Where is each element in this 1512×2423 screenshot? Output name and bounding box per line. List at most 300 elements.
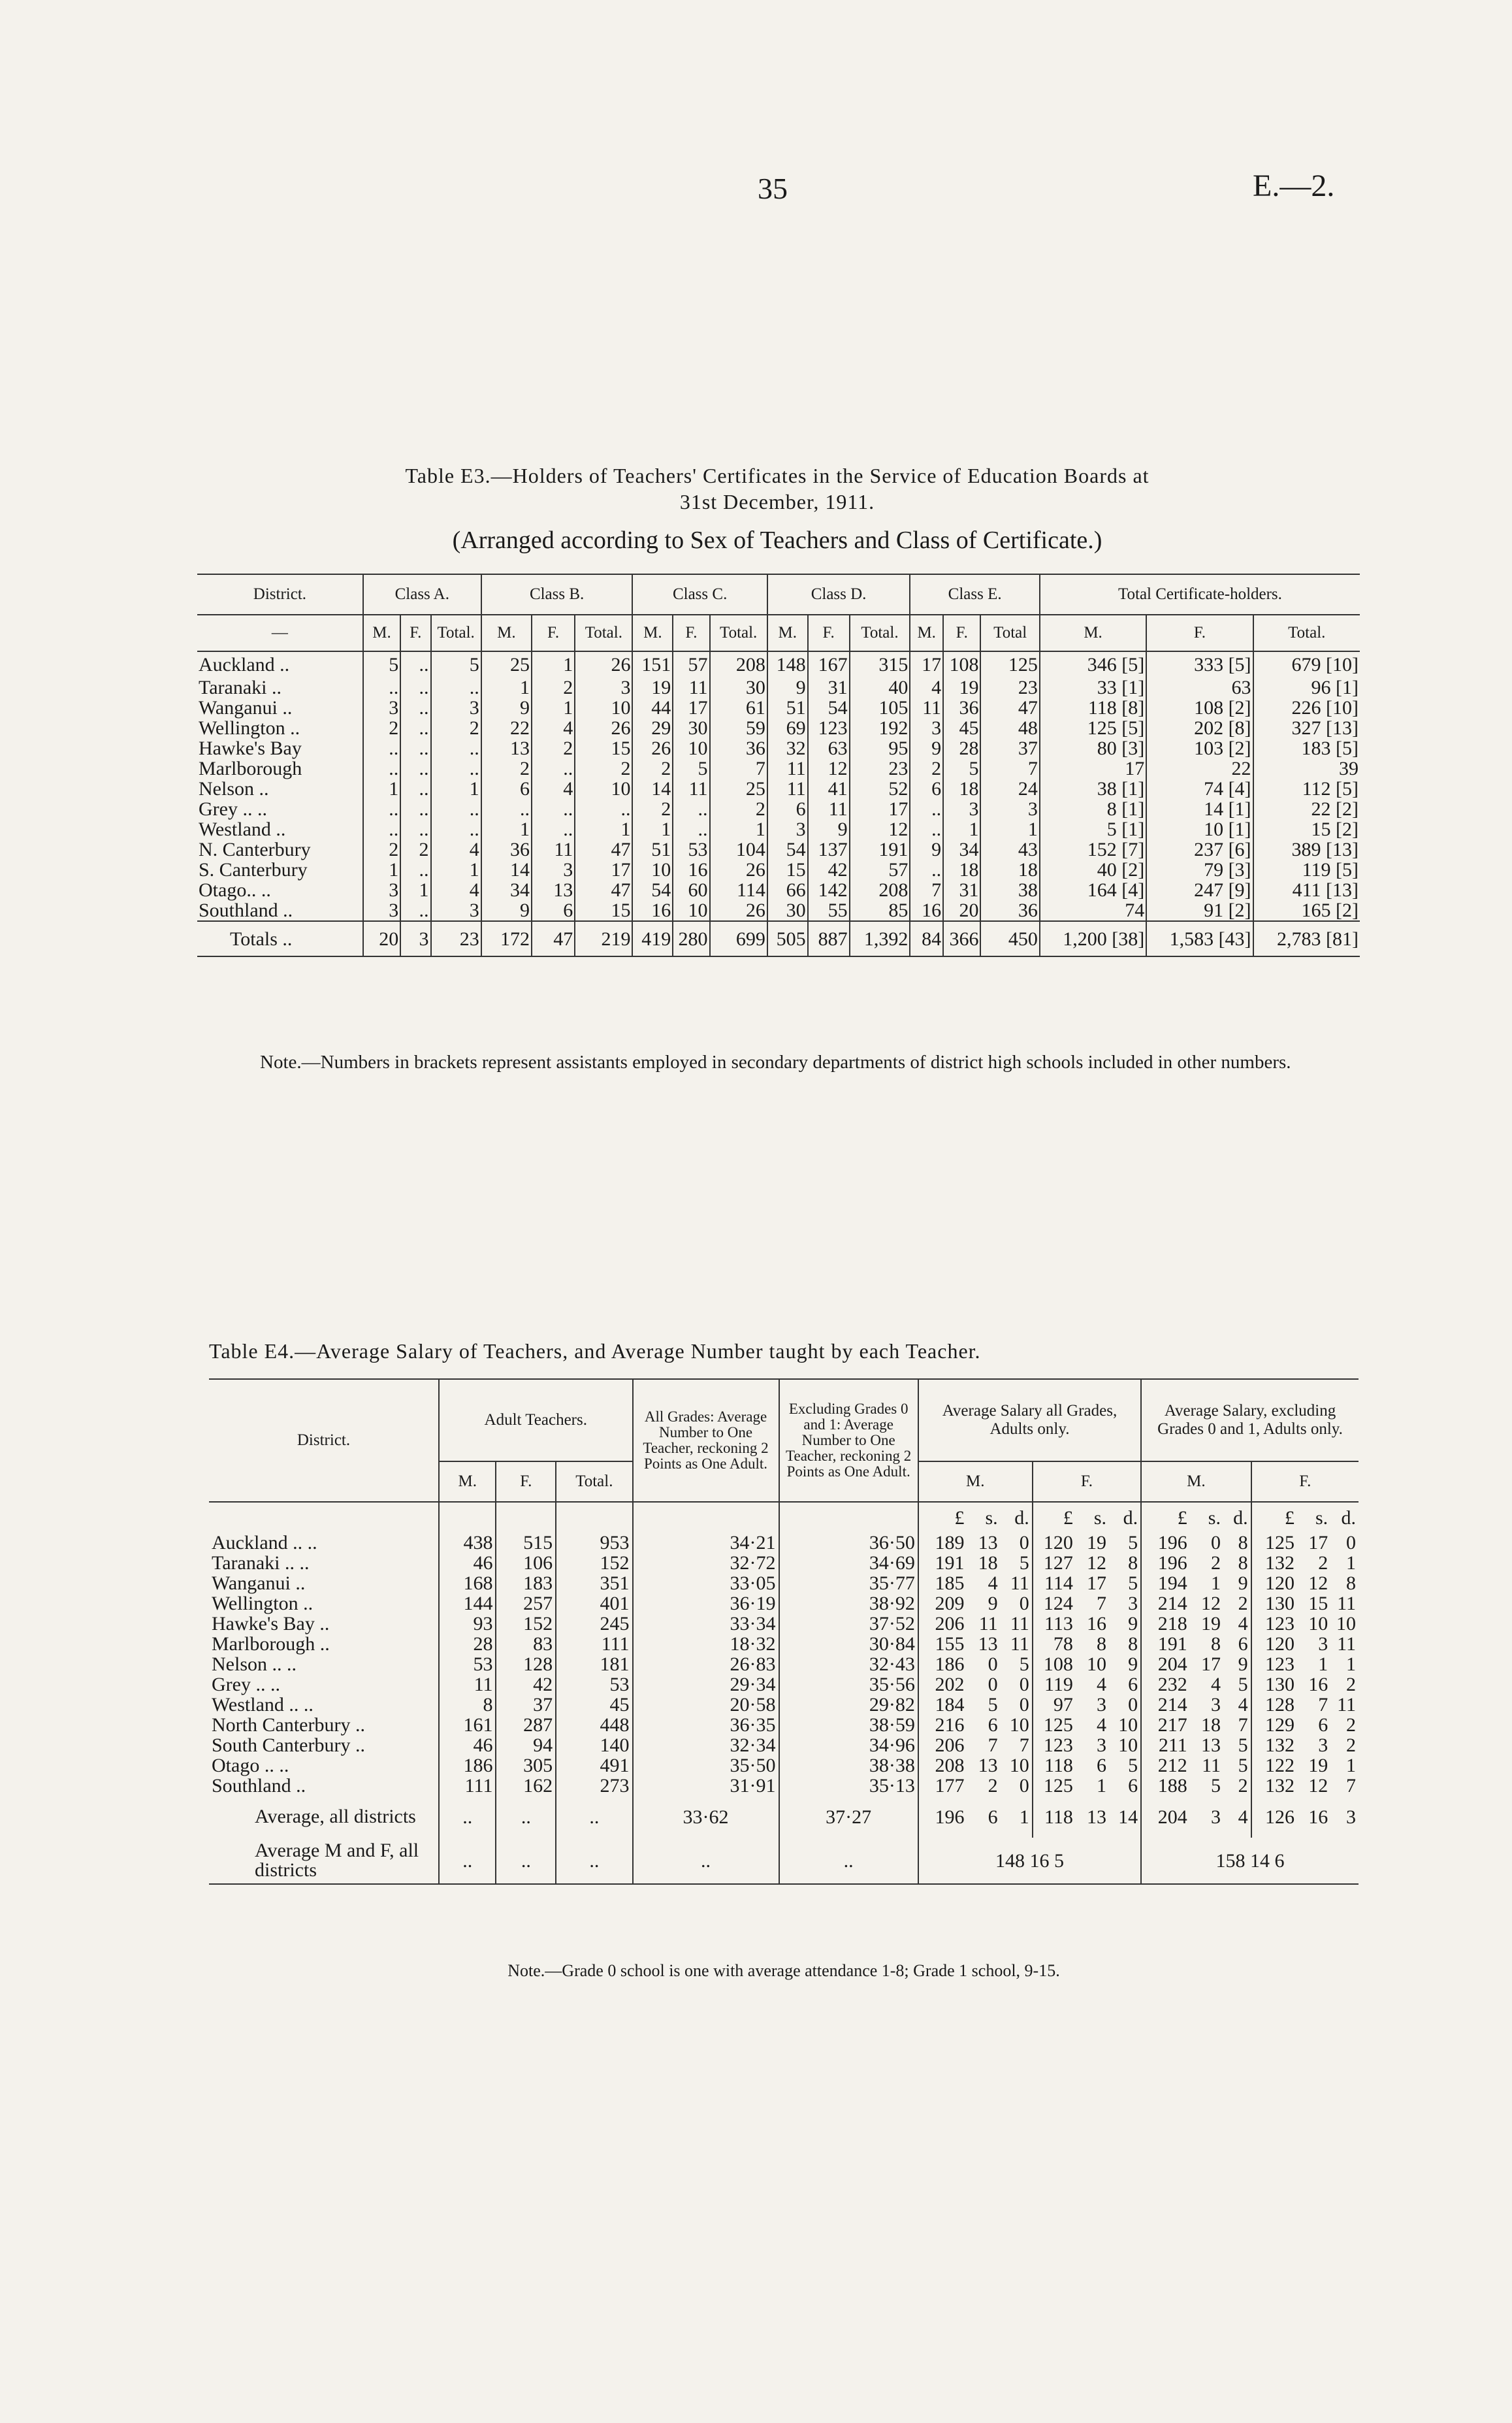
e4-row-7-cell-12: 232 <box>1141 1674 1190 1695</box>
e4-row-9-cell-1: 161 <box>439 1715 496 1735</box>
e3-row-6-cell-12: 52 <box>850 779 910 799</box>
e3-row-6-cell-5: 4 <box>532 779 575 799</box>
e4-row-10-cell-8: 7 <box>1019 1734 1029 1756</box>
e3-row-1-cell-18: 96 [1] <box>1253 677 1360 698</box>
e3-body <box>197 651 1360 921</box>
e4-avg-mf-excl: .. <box>779 1838 918 1884</box>
e4-row-2-cell-9: 114 <box>1033 1573 1076 1593</box>
e3-h-a-total: Total. <box>431 615 481 651</box>
e3-row-12-cell-13: 16 <box>910 900 943 921</box>
e4-unit-s-3: s. <box>1208 1506 1221 1529</box>
e4-row-1-cell-3: 152 <box>556 1553 632 1573</box>
e4-row <box>209 1735 1359 1755</box>
e3-row-7-cell-14: 3 <box>943 799 980 819</box>
e4-row <box>209 1573 1359 1593</box>
e4-h-salary-all: Average Salary all Grades, Adults only. <box>918 1379 1141 1461</box>
e3-row-7-cell-13: .. <box>910 799 943 819</box>
e3-title-line1: Table E3.—Holders of Teachers' Certificates in the Service of Education Boards at <box>405 464 1150 487</box>
e3-h-class-c: Class C. <box>632 574 767 615</box>
e3-row-10-cell-11: 42 <box>808 860 850 880</box>
e3-row-5-cell-5: .. <box>532 758 575 779</box>
e3-row-10-cell-9: 26 <box>710 860 767 880</box>
e4-row <box>209 1553 1359 1573</box>
e4-row-0-cell-14: 8 <box>1238 1532 1248 1553</box>
e3-row-4-cell-3: .. <box>431 738 481 758</box>
e4-row-10-cell-5: 34·96 <box>779 1735 918 1755</box>
e4-row-7-cell-15: 130 <box>1251 1674 1297 1695</box>
e4-row-8-cell-11: 0 <box>1128 1694 1138 1716</box>
e3-row-11-cell-1: 3 <box>363 880 400 900</box>
e3-h-d-total: Total. <box>850 615 910 651</box>
e3-row-2-cell-11: 54 <box>808 698 850 718</box>
e4-row-11-cell-16: 19 <box>1308 1755 1328 1776</box>
e3-row-8-cell-12: 12 <box>850 819 910 839</box>
e3-row-2-cell-8: 17 <box>673 698 709 718</box>
e4-h-salall-f: F. <box>1033 1461 1141 1502</box>
e4-avg-all-cell-5: 196 <box>918 1796 967 1838</box>
e4-row-2-cell-0: Wanganui .. <box>212 1572 306 1594</box>
e3-note: Note.—Numbers in brackets represent assistants employed in secondary departments of district high schools included in other numbers. <box>260 1052 1291 1073</box>
e4-row-11-cell-9: 118 <box>1033 1755 1076 1776</box>
e4-row-4-cell-17: 10 <box>1336 1613 1356 1634</box>
e3-row-9-cell-13: 9 <box>910 839 943 860</box>
e4-row-4-cell-2: 152 <box>496 1614 556 1634</box>
e3-row-5-cell-9: 7 <box>710 758 767 779</box>
e4-row-12-cell-11: 6 <box>1128 1775 1138 1797</box>
e3-row-9-cell-16: 152 [7] <box>1040 839 1146 860</box>
e3-row-10-cell-5: 3 <box>532 860 575 880</box>
e3-row-6-cell-1: 1 <box>363 779 400 799</box>
report-code: E.—2. <box>1253 169 1335 203</box>
e4-row-11-cell-14: 5 <box>1238 1755 1248 1776</box>
e4-row-5-cell-13: 8 <box>1210 1633 1221 1655</box>
e4-row-5-cell-2: 83 <box>496 1634 556 1654</box>
e3-row-5-cell-16: 17 <box>1040 758 1146 779</box>
e4-row-7-cell-14: 5 <box>1238 1674 1248 1695</box>
e4-row-6-cell-5: 32·43 <box>779 1654 918 1674</box>
e4-row-12-cell-6: 177 <box>918 1776 967 1796</box>
e3-row-8-cell-3: .. <box>431 819 481 839</box>
e4-avg-all-cell-1: .. <box>496 1796 556 1838</box>
e4-avg-all-cell-0: .. <box>439 1796 496 1838</box>
e3-row-1-cell-13: 4 <box>910 677 943 698</box>
e3-row-0-cell-0: Auckland .. <box>199 654 290 675</box>
e4-row-4-cell-0: Hawke's Bay .. <box>212 1613 330 1634</box>
e4-row-4-cell-15: 123 <box>1251 1614 1297 1634</box>
e3-h-t-total: Total. <box>1253 615 1360 651</box>
e4-row-1-cell-4: 32·72 <box>633 1553 779 1573</box>
e4-row-8-cell-6: 184 <box>918 1695 967 1715</box>
e3-row <box>197 779 1360 799</box>
e4-row-11-cell-7: 13 <box>978 1755 998 1776</box>
e4-row-1-cell-15: 132 <box>1251 1553 1297 1573</box>
e3-row <box>197 900 1360 921</box>
e4-row <box>209 1715 1359 1735</box>
e3-row-9-cell-9: 104 <box>710 839 767 860</box>
e4-row-3-cell-7: 9 <box>988 1593 998 1614</box>
e3-row-10-cell-12: 57 <box>850 860 910 880</box>
e3-row <box>197 860 1360 880</box>
e3-row-9-cell-4: 36 <box>481 839 532 860</box>
e3-h-class-b: Class B. <box>481 574 633 615</box>
e3-row-8-cell-14: 1 <box>943 819 980 839</box>
e4-row-12-cell-17: 7 <box>1346 1775 1356 1797</box>
e4-row-10-cell-7: 7 <box>988 1734 998 1756</box>
e3-row-6-cell-16: 38 [1] <box>1040 779 1146 799</box>
e4-avg-all-cell-10: 14 <box>1118 1806 1138 1828</box>
e3-row-1-cell-5: 2 <box>532 677 575 698</box>
e4-row-7-cell-1: 11 <box>439 1674 496 1695</box>
e3-row-7-cell-10: 6 <box>767 799 808 819</box>
e4-row-8-cell-8: 0 <box>1019 1694 1029 1716</box>
e3-totals-cell-1: 20 <box>363 921 400 956</box>
e4-row-9-cell-15: 129 <box>1251 1715 1297 1735</box>
e4-row-11-cell-3: 491 <box>556 1755 632 1776</box>
e4-row-2-cell-13: 1 <box>1210 1572 1221 1594</box>
e4-row-2-cell-15: 120 <box>1251 1573 1297 1593</box>
e3-row-12-cell-9: 26 <box>710 900 767 921</box>
e3-row-4-cell-10: 32 <box>767 738 808 758</box>
e4-row-0-cell-10: 19 <box>1087 1532 1107 1553</box>
e4-row-2-cell-8: 11 <box>1010 1572 1029 1594</box>
e4-row-9-cell-6: 216 <box>918 1715 967 1735</box>
e4-row-6-cell-15: 123 <box>1251 1654 1297 1674</box>
e4-row-7-cell-13: 4 <box>1210 1674 1221 1695</box>
e4-avg-all-cell-13: 4 <box>1238 1806 1248 1828</box>
e3-row-9-cell-15: 43 <box>980 839 1039 860</box>
e3-row-9-cell-3: 4 <box>431 839 481 860</box>
e3-row-6-cell-11: 41 <box>808 779 850 799</box>
e4-avg-all-cell-14: 126 <box>1251 1796 1297 1838</box>
e3-row-5-cell-11: 12 <box>808 758 850 779</box>
e4-row-3-cell-4: 36·19 <box>633 1593 779 1614</box>
e4-row-4-cell-13: 19 <box>1200 1613 1221 1634</box>
e4-row-7-cell-16: 16 <box>1308 1674 1328 1695</box>
e3-row-10-cell-4: 14 <box>481 860 532 880</box>
e4-row-4-cell-10: 16 <box>1087 1613 1107 1634</box>
e3-totals-cell-0: Totals .. <box>230 928 293 950</box>
e3-row-4-cell-14: 28 <box>943 738 980 758</box>
e4-row-2-cell-7: 4 <box>988 1572 998 1594</box>
e4-row-7-cell-10: 4 <box>1097 1674 1107 1695</box>
e3-row-3-cell-8: 30 <box>673 718 709 738</box>
e4-avg-all-cell-4: 37·27 <box>779 1796 918 1838</box>
e3-row-1-cell-11: 31 <box>808 677 850 698</box>
e4-row-9-cell-8: 10 <box>1009 1714 1029 1736</box>
e4-row-6-cell-13: 17 <box>1200 1653 1221 1675</box>
e3-row-1-cell-15: 23 <box>980 677 1039 698</box>
e4-unit-d-3: d. <box>1233 1506 1248 1529</box>
e4-row-8-cell-12: 214 <box>1141 1695 1190 1715</box>
e4-row <box>209 1755 1359 1776</box>
e3-row-5-cell-4: 2 <box>481 758 532 779</box>
e3-row-3-cell-16: 125 [5] <box>1040 718 1146 738</box>
e3-row-3-cell-12: 192 <box>850 718 910 738</box>
e3-h-t-m: M. <box>1040 615 1146 651</box>
e4-row-3-cell-8: 0 <box>1019 1593 1029 1614</box>
e3-row-9-cell-14: 34 <box>943 839 980 860</box>
e3-row-8-cell-10: 3 <box>767 819 808 839</box>
e3-row <box>197 738 1360 758</box>
e4-row-2-cell-12: 194 <box>1141 1573 1190 1593</box>
e4-row-2-cell-2: 183 <box>496 1573 556 1593</box>
e3-row-5-cell-13: 2 <box>910 758 943 779</box>
e3-row-4-cell-17: 103 [2] <box>1146 738 1253 758</box>
e4-row-8-cell-0: Westland .. .. <box>212 1694 314 1716</box>
e4-row-5-cell-3: 111 <box>556 1634 632 1654</box>
e3-row-1-cell-17: 63 <box>1146 677 1253 698</box>
e3-row-4-cell-2: .. <box>400 738 430 758</box>
e4-unit-pound-1: £ <box>918 1502 967 1533</box>
e4-avg-all-cell-6: 6 <box>988 1806 998 1828</box>
e4-unit-d-1: d. <box>1014 1506 1029 1529</box>
e4-row-1-cell-5: 34·69 <box>779 1553 918 1573</box>
e3-row-3-cell-18: 327 [13] <box>1253 718 1360 738</box>
e4-row-0-cell-11: 5 <box>1128 1532 1138 1553</box>
e4-row-3-cell-14: 2 <box>1238 1593 1248 1614</box>
e3-row-0-cell-17: 333 [5] <box>1146 651 1253 677</box>
e3-row <box>197 880 1360 900</box>
e3-row-11-cell-11: 142 <box>808 880 850 900</box>
e4-row-8-cell-3: 45 <box>556 1695 632 1715</box>
e3-row-9-cell-8: 53 <box>673 839 709 860</box>
e3-row-4-cell-0: Hawke's Bay <box>199 738 302 759</box>
e4-row-7-cell-7: 0 <box>988 1674 998 1695</box>
e4-row-4-cell-3: 245 <box>556 1614 632 1634</box>
e4-row-0-cell-15: 125 <box>1251 1533 1297 1553</box>
e4-row-10-cell-10: 3 <box>1097 1734 1107 1756</box>
e3-row-1-cell-2: .. <box>400 677 430 698</box>
e4-row-12-cell-1: 111 <box>439 1776 496 1796</box>
e4-row-0-cell-8: 0 <box>1019 1532 1029 1553</box>
e4-avg-mf-all: .. <box>633 1838 779 1884</box>
e4-row-9-cell-16: 6 <box>1318 1714 1328 1736</box>
e4-row-10-cell-17: 2 <box>1346 1734 1356 1756</box>
e3-row-1-cell-12: 40 <box>850 677 910 698</box>
e4-row-3-cell-0: Wellington .. <box>212 1593 314 1614</box>
e3-row-1-cell-14: 19 <box>943 677 980 698</box>
e3-row-9-cell-17: 237 [6] <box>1146 839 1253 860</box>
e3-row-1-cell-3: .. <box>431 677 481 698</box>
e4-row-11-cell-13: 11 <box>1202 1755 1221 1776</box>
e4-row-1-cell-7: 18 <box>978 1552 998 1574</box>
e4-row-8-cell-5: 29·82 <box>779 1695 918 1715</box>
e3-row-9-cell-2: 2 <box>400 839 430 860</box>
e4-avg-all-cell-8: 118 <box>1033 1796 1076 1838</box>
e4-row-10-cell-6: 206 <box>918 1735 967 1755</box>
e4-row-0-cell-4: 34·21 <box>633 1533 779 1553</box>
e4-row-2-cell-11: 5 <box>1128 1572 1138 1594</box>
e4-avg-all-cell-15: 16 <box>1308 1806 1328 1828</box>
e3-row-11-cell-4: 34 <box>481 880 532 900</box>
e3-totals-cell-4: 172 <box>481 921 532 956</box>
e4-avg-all-cell-16: 3 <box>1346 1806 1356 1828</box>
e4-row-11-cell-17: 1 <box>1346 1755 1356 1776</box>
e4-unit-d-4: d. <box>1341 1506 1356 1529</box>
e3-row-12-cell-3: 3 <box>431 900 481 921</box>
e4-row-7-cell-4: 29·34 <box>633 1674 779 1695</box>
e3-row-12-cell-10: 30 <box>767 900 808 921</box>
e3-row-6-cell-8: 11 <box>673 779 709 799</box>
e4-row-10-cell-3: 140 <box>556 1735 632 1755</box>
e3-row-5-cell-18: 39 <box>1253 758 1360 779</box>
e3-row <box>197 758 1360 779</box>
e4-row-1-cell-8: 5 <box>1019 1552 1029 1574</box>
e3-row-4-cell-13: 9 <box>910 738 943 758</box>
e4-avg-all-cell-7: 1 <box>1019 1806 1029 1828</box>
e4-row-11-cell-4: 35·50 <box>633 1755 779 1776</box>
e4-row-3-cell-10: 7 <box>1097 1593 1107 1614</box>
e3-row-10-cell-17: 79 [3] <box>1146 860 1253 880</box>
e4-row-2-cell-3: 351 <box>556 1573 632 1593</box>
e3-row-4-cell-4: 13 <box>481 738 532 758</box>
e4-row-10-cell-11: 10 <box>1118 1734 1138 1756</box>
e3-totals-cell-6: 219 <box>575 921 632 956</box>
e3-h-c-total: Total. <box>710 615 767 651</box>
e4-row-3-cell-9: 124 <box>1033 1593 1076 1614</box>
e3-row-3-cell-3: 2 <box>431 718 481 738</box>
e3-row-6-cell-15: 24 <box>980 779 1039 799</box>
e4-row-2-cell-16: 12 <box>1308 1572 1328 1594</box>
e4-row-9-cell-11: 10 <box>1118 1714 1138 1736</box>
e3-row-11-cell-12: 208 <box>850 880 910 900</box>
e3-totals-cell-17: 1,583 [43] <box>1146 921 1253 956</box>
e4-row-11-cell-11: 5 <box>1128 1755 1138 1776</box>
e3-row-10-cell-0: S. Canterbury <box>199 859 308 881</box>
e3-row-5-cell-6: 2 <box>575 758 632 779</box>
e3-row-5-cell-12: 23 <box>850 758 910 779</box>
e4-row-7-cell-17: 2 <box>1346 1674 1356 1695</box>
e3-row-8-cell-4: 1 <box>481 819 532 839</box>
e3-h-e-total: Total <box>980 615 1039 651</box>
e4-row-10-cell-1: 46 <box>439 1735 496 1755</box>
e3-row-12-cell-14: 20 <box>943 900 980 921</box>
e3-h-class-a: Class A. <box>363 574 481 615</box>
e3-totals-cell-10: 505 <box>767 921 808 956</box>
e3-h-a-m: M. <box>363 615 400 651</box>
e4-row-8-cell-13: 3 <box>1210 1694 1221 1716</box>
e3-row-0-cell-7: 151 <box>632 651 673 677</box>
e3-row-12-cell-6: 15 <box>575 900 632 921</box>
e4-row-6-cell-9: 108 <box>1033 1654 1076 1674</box>
e4-row-10-cell-4: 32·34 <box>633 1735 779 1755</box>
e3-h-t-f: F. <box>1146 615 1253 651</box>
e4-row-1-cell-16: 2 <box>1318 1552 1328 1574</box>
e4-row-6-cell-12: 204 <box>1141 1654 1190 1674</box>
e3-row-4-cell-1: .. <box>363 738 400 758</box>
e4-h-salary-excl: Average Salary, excluding Grades 0 and 1, Adults only. <box>1141 1379 1359 1461</box>
e3-row-4-cell-6: 15 <box>575 738 632 758</box>
e3-totals-cell-3: 23 <box>431 921 481 956</box>
e3-row-9-cell-7: 51 <box>632 839 673 860</box>
e3-row-3-cell-2: .. <box>400 718 430 738</box>
e4-row-6-cell-3: 181 <box>556 1654 632 1674</box>
e4-row-12-cell-5: 35·13 <box>779 1776 918 1796</box>
e3-row-2-cell-3: 3 <box>431 698 481 718</box>
e4-row-3-cell-5: 38·92 <box>779 1593 918 1614</box>
e3-row-7-cell-6: .. <box>575 799 632 819</box>
e4-row-9-cell-12: 217 <box>1141 1715 1190 1735</box>
e4-row-2-cell-6: 185 <box>918 1573 967 1593</box>
e3-row-0-cell-10: 148 <box>767 651 808 677</box>
e3-totals-cell-7: 419 <box>632 921 673 956</box>
e3-row-7-cell-7: 2 <box>632 799 673 819</box>
e4-row-0-cell-6: 189 <box>918 1533 967 1553</box>
e3-totals-cell-12: 1,392 <box>850 921 910 956</box>
e3-row-3-cell-7: 29 <box>632 718 673 738</box>
e4-row-7-cell-3: 53 <box>556 1674 632 1695</box>
e4-row-0-cell-17: 0 <box>1346 1532 1356 1553</box>
e4-unit-s-4: s. <box>1315 1506 1328 1529</box>
e4-unit-d-2: d. <box>1123 1506 1138 1529</box>
e3-row-11-cell-9: 114 <box>710 880 767 900</box>
e3-row-7-cell-8: .. <box>673 799 709 819</box>
e4-row-4-cell-14: 4 <box>1238 1613 1248 1634</box>
e3-row-10-cell-10: 15 <box>767 860 808 880</box>
e4-unit-pound-2: £ <box>1033 1502 1076 1533</box>
e4-row-11-cell-10: 6 <box>1097 1755 1107 1776</box>
e4-h-adult-f: F. <box>496 1461 556 1502</box>
e3-row-8-cell-13: .. <box>910 819 943 839</box>
e4-row-3-cell-1: 144 <box>439 1593 496 1614</box>
e3-row-6-cell-7: 14 <box>632 779 673 799</box>
e4-row-0-cell-16: 17 <box>1308 1532 1328 1553</box>
e3-row-2-cell-14: 36 <box>943 698 980 718</box>
e4-row-3-cell-12: 214 <box>1141 1593 1190 1614</box>
e4-row-6-cell-17: 1 <box>1346 1653 1356 1675</box>
e4-row-9-cell-10: 4 <box>1097 1714 1107 1736</box>
e4-unit-s-2: s. <box>1093 1506 1107 1529</box>
e4-row-9-cell-7: 6 <box>988 1714 998 1736</box>
e4-row-4-cell-1: 93 <box>439 1614 496 1634</box>
e4-row-7-cell-9: 119 <box>1033 1674 1076 1695</box>
e4-row-0-cell-5: 36·50 <box>779 1533 918 1553</box>
e3-row-3-cell-6: 26 <box>575 718 632 738</box>
e3-row-5-cell-14: 5 <box>943 758 980 779</box>
e4-row-12-cell-9: 125 <box>1033 1776 1076 1796</box>
e3-row-5-cell-10: 11 <box>767 758 808 779</box>
e3-totals-cell-16: 1,200 [38] <box>1040 921 1146 956</box>
e3-totals-cell-2: 3 <box>400 921 430 956</box>
e4-row-8-cell-16: 7 <box>1318 1694 1328 1716</box>
e3-row-4-cell-9: 36 <box>710 738 767 758</box>
e3-row-1-cell-16: 33 [1] <box>1040 677 1146 698</box>
e4-row <box>209 1695 1359 1715</box>
e4-row-8-cell-7: 5 <box>988 1694 998 1716</box>
e3-row-8-cell-1: .. <box>363 819 400 839</box>
e3-row-7-cell-2: .. <box>400 799 430 819</box>
e3-h-b-m: M. <box>481 615 532 651</box>
e3-row-11-cell-16: 164 [4] <box>1040 880 1146 900</box>
e4-avg-mf-m: .. <box>439 1838 496 1884</box>
e4-row-10-cell-16: 3 <box>1318 1734 1328 1756</box>
e3-h-c-f: F. <box>673 615 709 651</box>
e4-row-12-cell-14: 2 <box>1238 1775 1248 1797</box>
e3-row-0-cell-9: 208 <box>710 651 767 677</box>
e4-row-6-cell-2: 128 <box>496 1654 556 1674</box>
e3-row-8-cell-0: Westland .. <box>199 819 286 840</box>
e4-row-3-cell-2: 257 <box>496 1593 556 1614</box>
e4-row-12-cell-15: 132 <box>1251 1776 1297 1796</box>
e4-row-11-cell-12: 212 <box>1141 1755 1190 1776</box>
e3-row-12-cell-15: 36 <box>980 900 1039 921</box>
e3-row-9-cell-10: 54 <box>767 839 808 860</box>
e4-row-1-cell-11: 8 <box>1128 1552 1138 1574</box>
e4-row-12-cell-10: 1 <box>1097 1775 1107 1797</box>
e4-row-0-cell-0: Auckland .. .. <box>212 1532 317 1553</box>
e3-row <box>197 677 1360 698</box>
e4-row-0-cell-12: 196 <box>1141 1533 1190 1553</box>
